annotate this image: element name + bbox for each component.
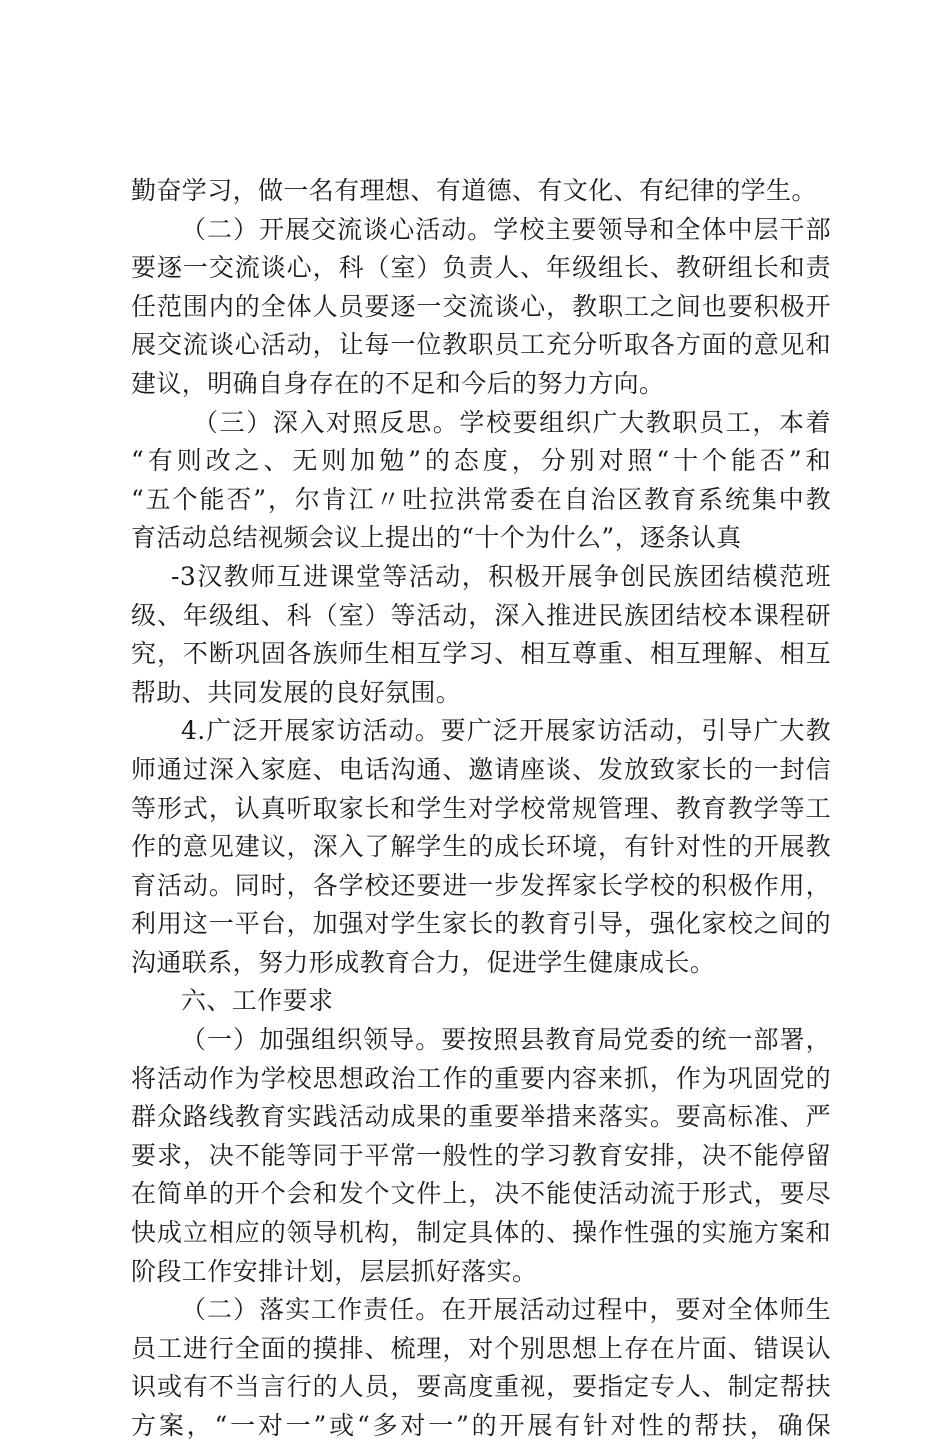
text-line: 识或有不当言行的人员，要高度重视，要指定专人、制定帮扶	[131, 1372, 831, 1402]
text-line: 在简单的开个会和发个文件上，决不能使活动流于形式，要尽	[131, 1179, 831, 1209]
text-line: 将活动作为学校思想政治工作的重要内容来抓，作为巩固党的	[131, 1063, 831, 1093]
section-heading: 六、工作要求	[181, 986, 334, 1016]
text-line: 建议，明确自身存在的不足和今后的努力方向。	[131, 368, 665, 398]
text-line: 育活动。同时，各学校还要进一步发挥家长学校的积极作用，	[131, 870, 831, 900]
text-line: 要逐一交流谈心，科（室）负责人、年级组长、教研组长和责	[131, 253, 831, 283]
text-line: 任范围内的全体人员要逐一交流谈心，教职工之间也要积极开	[131, 291, 831, 321]
text-line: -3汉教师互进课堂等活动，积极开展争创民族团结模范班	[171, 561, 831, 591]
text-line: 作的意见建议，深入了解学生的成长环境，有针对性的开展教	[131, 832, 831, 862]
text-line: （一）加强组织领导。要按照县教育局党委的统一部署，	[181, 1025, 831, 1055]
text-line: 帮助、共同发展的良好氛围。	[131, 677, 462, 707]
text-line: “有则改之、无则加勉”的态度，分别对照“十个能否”和	[131, 446, 831, 476]
text-line: 级、年级组、科（室）等活动，深入推进民族团结校本课程研	[131, 600, 831, 630]
text-line: 利用这一平台，加强对学生家长的教育引导，强化家校之间的	[131, 909, 831, 939]
text-line: 究，不断巩固各族师生相互学习、相互尊重、相互理解、相互	[131, 639, 831, 669]
text-line: 育活动总结视频会议上提出的“十个为什么”，逐条认真	[131, 523, 742, 553]
text-line: 展交流谈心活动，让每一位教职员工充分听取各方面的意见和	[131, 330, 831, 360]
text-line: 师通过深入家庭、电话沟通、邀请座谈、发放致家长的一封信	[131, 754, 831, 784]
text-line: 4.广泛开展家访活动。要广泛开展家访活动，引导广大教	[181, 716, 831, 746]
text-line: 群众路线教育实践活动成果的重要举措来落实。要高标准、严	[131, 1102, 831, 1132]
text-line: 要求，决不能等同于平常一般性的学习教育安排，决不能停留	[131, 1140, 831, 1170]
text-line: 员工进行全面的摸排、梳理，对个别思想上存在片面、错误认	[131, 1333, 831, 1363]
text-line: “五个能否”，尔肯江〃吐拉洪常委在自治区教育系统集中教	[131, 484, 831, 514]
text-line: （二）落实工作责任。在开展活动过程中，要对全体师生	[181, 1295, 831, 1325]
text-line: 勤奋学习，做一名有理想、有道德、有文化、有纪律的学生。	[131, 176, 817, 205]
text-line: 方案，“一对一”或“多对一”的开展有针对性的帮扶，确保	[131, 1411, 831, 1440]
text-line: 阶段工作安排计划，层层抓好落实。	[131, 1256, 538, 1286]
text-line: （二）开展交流谈心活动。学校主要领导和全体中层干部	[181, 214, 831, 244]
document-body	[131, 172, 831, 1446]
text-line: 沟通联系，努力形成教育合力，促进学生健康成长。	[131, 947, 716, 977]
text-line: 等形式，认真听取家长和学生对学校常规管理、教育教学等工	[131, 793, 831, 823]
text-line: （三）深入对照反思。学校要组织广大教职员工，本着	[193, 407, 831, 437]
text-line: 快成立相应的领导机构，制定具体的、操作性强的实施方案和	[131, 1218, 831, 1248]
